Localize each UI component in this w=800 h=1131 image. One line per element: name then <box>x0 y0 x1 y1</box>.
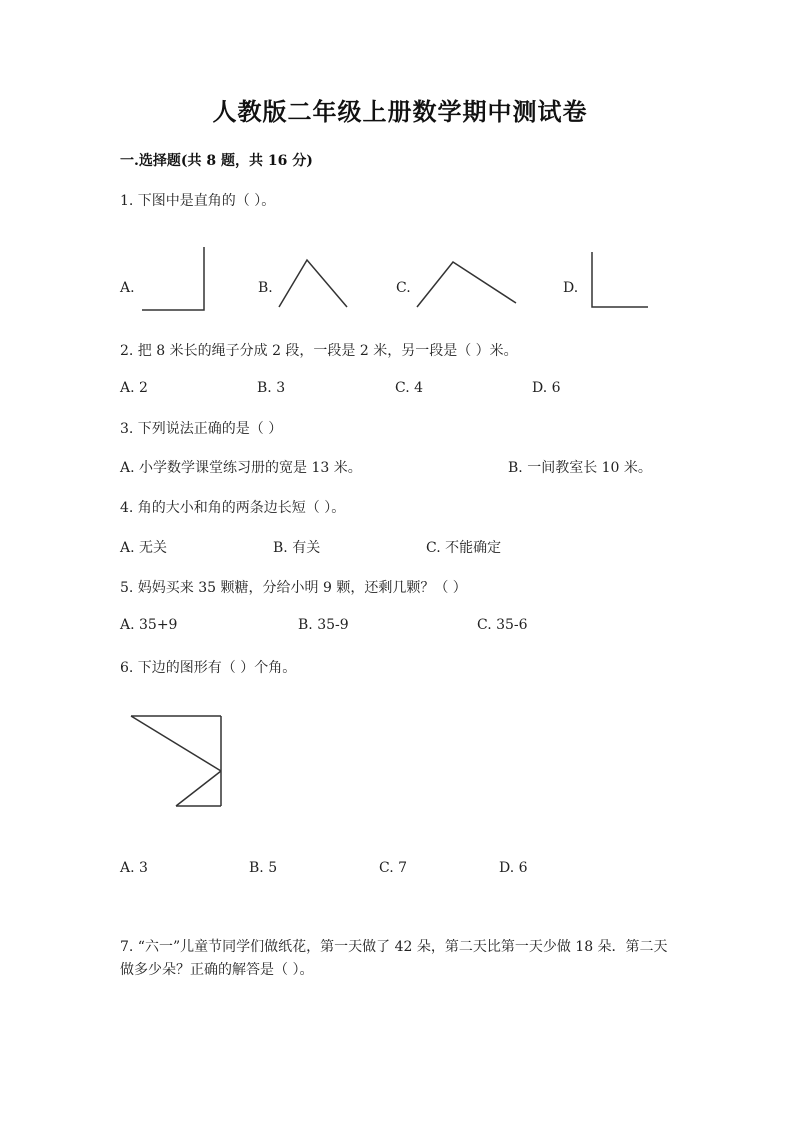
q1-option-a: A. <box>120 280 135 296</box>
q5-option-b: B. 35-9 <box>298 617 349 633</box>
question-5: 5. 妈妈买来 35 颗糖，分给小明 9 颗，还剩几颗？（ ） <box>120 580 467 596</box>
q6-figure-lower-diagonal <box>176 771 221 806</box>
q1-option-c: C. <box>396 280 411 296</box>
question-2: 2. 把 8 米长的绳子分成 2 段，一段是 2 米，另一段是（ ）米。 <box>120 343 518 359</box>
q4-option-c: C. 不能确定 <box>426 540 502 556</box>
q5-option-a: A. 35+9 <box>120 617 178 633</box>
q4-option-b: B. 有关 <box>273 540 321 556</box>
q1-angle-b-figure <box>279 260 347 307</box>
q3-option-a: A. 小学数学课堂练习册的宽是 13 米。 <box>120 460 362 476</box>
q1-angle-c-figure <box>417 262 516 307</box>
q2-option-a: A. 2 <box>120 380 148 396</box>
q4-option-a: A. 无关 <box>120 540 168 556</box>
question-7: 7. “六一”儿童节同学们做纸花，第一天做了 42 朵，第二天比第一天少做 18 朵．第二天做多少朵？正确的解答是（ ）。 <box>120 939 668 978</box>
question-1: 1. 下图中是直角的（ ）。 <box>120 193 276 209</box>
q6-figure-upper-diagonal <box>131 716 221 771</box>
q6-option-b: B. 5 <box>249 860 278 876</box>
q2-option-c: C. 4 <box>395 380 424 396</box>
q2-option-d: D. 6 <box>532 380 561 396</box>
q3-option-b: B. 一间教室长 10 米。 <box>508 460 652 476</box>
q6-option-a: A. 3 <box>120 860 148 876</box>
q6-option-c: C. 7 <box>379 860 408 876</box>
q1-option-b: B. <box>258 280 273 296</box>
q1-angle-d-figure <box>592 252 648 307</box>
q2-option-b: B. 3 <box>257 380 286 396</box>
q1-option-d: D. <box>563 280 579 296</box>
question-6: 6. 下边的图形有（ ）个角。 <box>120 660 297 676</box>
page-title: 人教版二年级上册数学期中测试卷 <box>212 97 588 126</box>
question-3: 3. 下列说法正确的是（ ） <box>120 421 283 437</box>
section-heading: 一.选择题(共 8 题，共 16 分) <box>120 153 313 169</box>
q6-option-d: D. 6 <box>499 860 528 876</box>
q1-angle-a-figure <box>142 247 204 310</box>
q5-option-c: C. 35-6 <box>477 617 528 633</box>
question-4: 4. 角的大小和角的两条边长短（ ）。 <box>120 500 346 516</box>
